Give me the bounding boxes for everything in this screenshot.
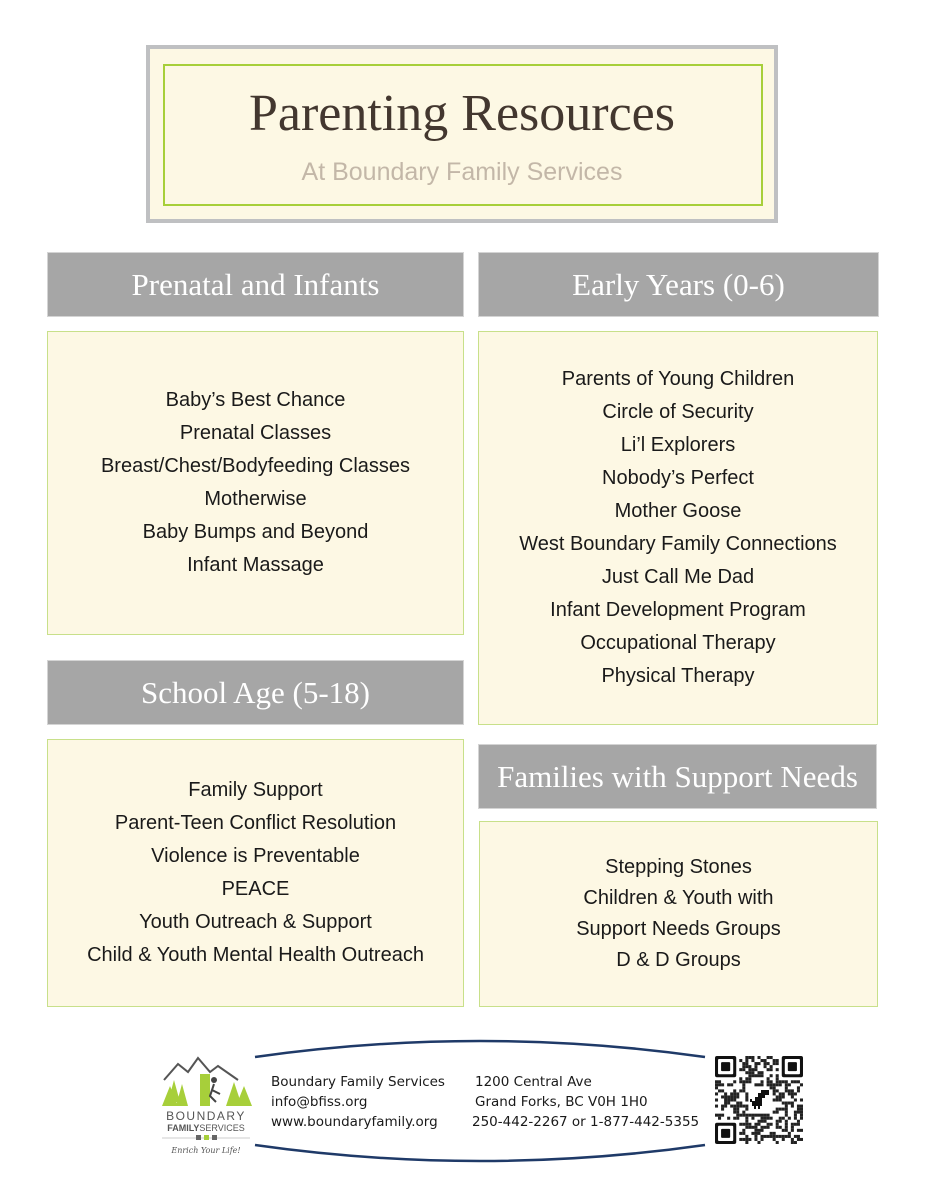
- page-subtitle: At Boundary Family Services: [301, 158, 623, 186]
- list-item: Child & Youth Mental Health Outreach: [87, 944, 424, 966]
- list-item: Motherwise: [204, 488, 307, 510]
- list-item: Support Needs Groups: [576, 918, 781, 940]
- section-title: Families with Support Needs: [497, 758, 858, 794]
- section-list-early-years: [478, 331, 878, 725]
- list-item: Infant Development Program: [550, 599, 806, 621]
- logo-name-line1: BOUNDARY: [166, 1109, 246, 1123]
- qr-code-icon[interactable]: [715, 1056, 803, 1144]
- section-header-school-age: [47, 660, 464, 725]
- logo-name-light: SERVICES: [199, 1123, 245, 1133]
- list-item: West Boundary Family Connections: [519, 533, 837, 555]
- dinosaur-icon: [750, 1090, 769, 1109]
- section-header-early-years: [478, 252, 879, 317]
- list-item: Circle of Security: [602, 401, 754, 423]
- list-item: Family Support: [188, 779, 323, 801]
- list-item: Prenatal Classes: [179, 422, 332, 444]
- list-item: Breast/Chest/Bodyfeeding Classes: [100, 455, 411, 477]
- section-header-prenatal: [47, 252, 464, 317]
- contact-right-column: [472, 1072, 699, 1132]
- list-item: Violence is Preventable: [151, 845, 360, 867]
- section-list-prenatal: [47, 331, 464, 635]
- list-item: D & D Groups: [616, 949, 741, 971]
- website-link[interactable]: www.boundaryfamily.org: [271, 1114, 438, 1130]
- logo-tagline: Enrich Your Life!: [171, 1146, 241, 1155]
- page-title: Parenting Resources: [248, 85, 675, 142]
- list-item: Infant Massage: [187, 554, 324, 576]
- list-item: Li’l Explorers: [620, 434, 736, 456]
- section-title: School Age (5-18): [140, 674, 371, 710]
- list-item: Baby’s Best Chance: [165, 389, 346, 411]
- address-line2: Grand Forks, BC V0H 1H0: [475, 1094, 648, 1110]
- list-item: Parents of Young Children: [561, 368, 795, 390]
- list-item: Youth Outreach & Support: [139, 911, 372, 933]
- list-item: Nobody’s Perfect: [602, 467, 754, 489]
- list-item: Just Call Me Dad: [601, 566, 755, 588]
- list-item: Children & Youth with: [583, 887, 774, 909]
- list-item: PEACE: [221, 878, 290, 900]
- section-header-support-needs: [478, 744, 877, 809]
- svg-text:FAMILYSERVICES: [167, 1123, 245, 1133]
- contact-left-column: [271, 1072, 445, 1132]
- email-link[interactable]: info@bfiss.org: [271, 1094, 368, 1110]
- list-item: Physical Therapy: [601, 665, 755, 687]
- list-item: Mother Goose: [614, 500, 742, 522]
- list-item: Parent-Teen Conflict Resolution: [114, 812, 397, 834]
- list-item: Occupational Therapy: [580, 632, 776, 654]
- org-name: Boundary Family Services: [271, 1074, 445, 1090]
- logo-name-bold: FAMILY: [167, 1123, 200, 1133]
- section-title: Prenatal and Infants: [131, 266, 380, 302]
- section-title: Early Years (0-6): [572, 266, 785, 302]
- phone-numbers: 250-442-2267 or 1-877-442-5355: [472, 1114, 700, 1130]
- list-item: Stepping Stones: [605, 856, 752, 878]
- section-list-school-age: [47, 739, 464, 1007]
- list-item: Baby Bumps and Beyond: [142, 521, 369, 543]
- section-list-support-needs: [479, 821, 878, 1007]
- address-line1: 1200 Central Ave: [475, 1074, 592, 1090]
